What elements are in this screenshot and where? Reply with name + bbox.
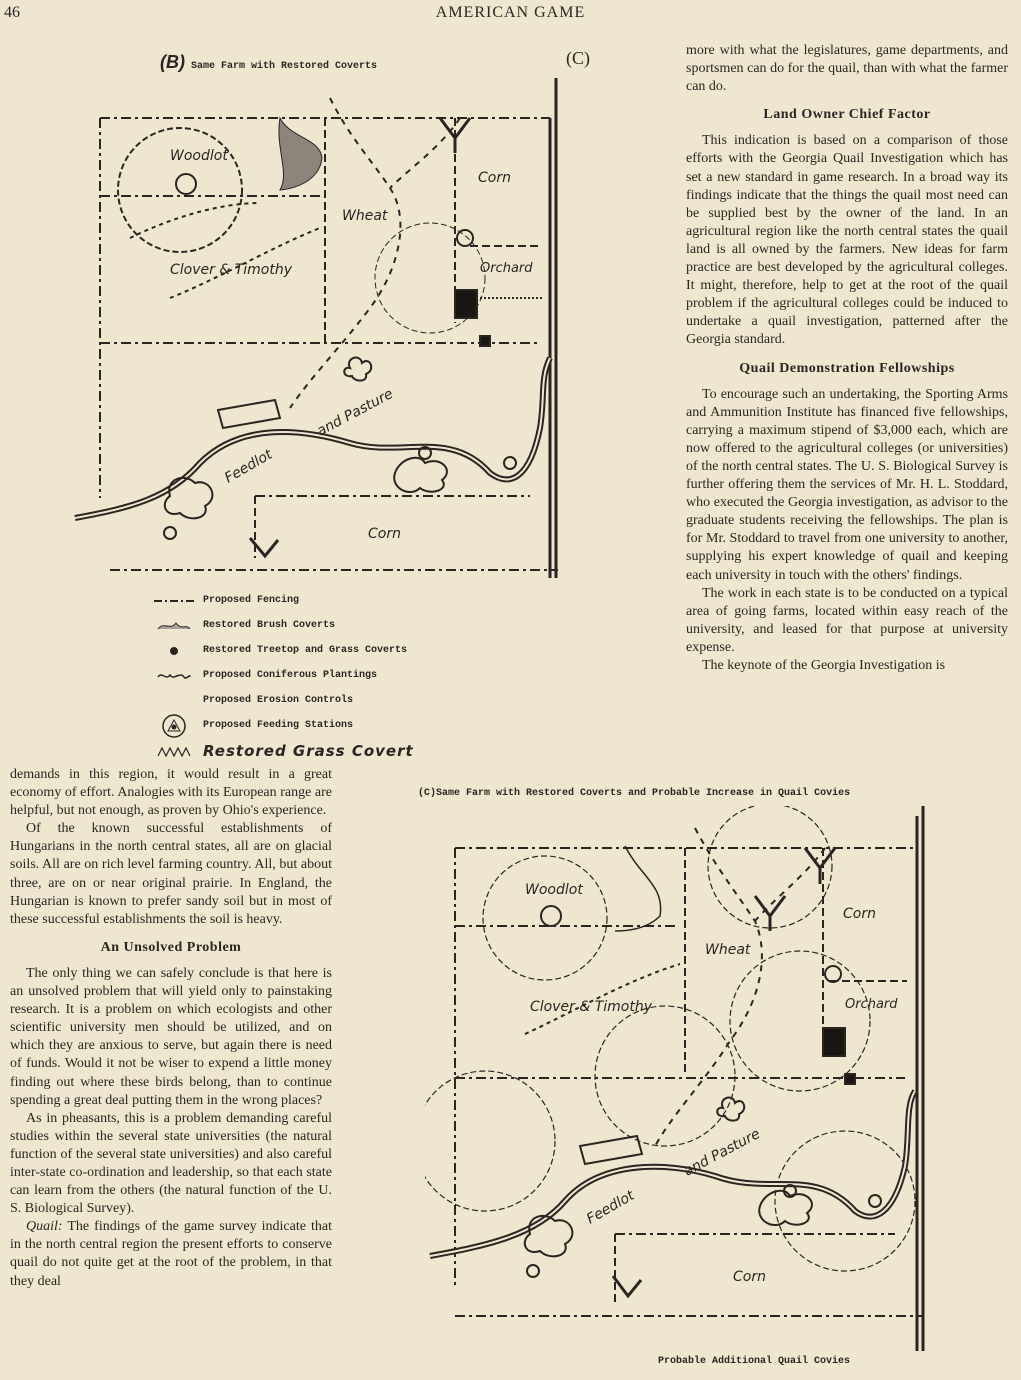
legend-label: Proposed Coniferous Plantings [203,670,378,681]
map-b-caption [160,52,377,73]
map-c-corn-bottom-label: Corn [733,1269,766,1285]
map-b-feedlot-label: Feedlot [222,446,276,487]
right-paragraph: This indication is based on a comparison of those efforts with the Georgia Quail Investigation which has set a new standard in game research. In a broad way its findings indicate that the things the quail most need can be supplied best by the owner of the land. In an agricultural region like the north central states the quail land is all owned by the farmers. New ideas for farm practice are best developed by the agricultural colleges. It might, therefore, help to get at the root of the quail problem if the agricultural colleges could be induced to undertake a quail investigation, patterned after the Georgia standard. [686,133,1008,348]
map-b-wheat-label: Wheat [342,208,388,224]
map-b-letter: (B) [160,52,185,72]
map-b-corner-mark: (C) [566,48,590,68]
map-b-corn-bottom-label: Corn [368,526,401,542]
farm-map-b [70,78,590,578]
map-legend [145,588,414,763]
left-paragraph: The only thing we can safely conclude is that here is an unsolved problem that will yield only to painstaking research. It is a problem on which ecologists and other scientific university men should be utilized, and on which they are anxious to serve, but again there is need of funds. Would it not be wiser to expend a little money finding out where these birds belong, than to continue spending a great deal putting them in the wrong places? [10,965,332,1108]
conifer-icon [156,669,192,683]
map-b-title: Same Farm with Restored Coverts [191,61,378,72]
legend-label: Restored Grass Covert [203,741,414,760]
legend-label: Proposed Erosion Controls [203,695,354,706]
running-title: AMERICAN GAME [435,4,586,21]
legend-row [145,613,414,638]
map-c-clover-label: Clover & Timothy [530,999,652,1015]
legend-row [145,638,414,663]
legend-row [145,663,414,688]
fence-line-icon [152,596,196,606]
section-heading: Land Owner Chief Factor [763,107,931,123]
left-text-column [10,766,332,1291]
map-c-orchard-label: Orchard [845,997,898,1012]
farm-map-c [425,806,945,1351]
right-paragraph: more with what the legislatures, game departments, and sportsmen can do for the quail, than with what the farmer can do. [686,43,1008,95]
erosion-icon [169,696,179,706]
map-b-pasture-label: and Pasture [314,386,396,440]
map-b-orchard-label: Orchard [480,261,533,276]
map-b-corn-label: Corn [478,170,511,186]
feeding-station-icon [161,713,187,739]
map-c-caption: (C)Same Farm with Restored Coverts and Probable Increase in Quail Covies [418,788,851,799]
right-text-column [686,42,1008,675]
legend-label: Proposed Fencing [203,595,300,606]
left-paragraph [10,1218,332,1290]
legend-row [145,688,414,713]
section-heading: An Unsolved Problem [100,939,242,955]
map-c-pasture-label: and Pasture [681,1126,763,1180]
legend-row [145,738,414,763]
right-paragraph: The keynote of the Georgia Investigation is [702,658,946,673]
legend-row [145,588,414,613]
map-b-clover-label: Clover & Timothy [170,262,292,278]
brush-icon [156,619,192,633]
section-heading: Quail Demonstration Fellowships [739,360,955,376]
grass-icon [156,744,192,758]
legend-row [145,713,414,738]
quail-text: The findings of the game survey indicate that in the north central region the present efforts to conserve quail do not quite get at the root of the problem, in that they deal [10,1219,332,1289]
legend-label: Restored Brush Coverts [203,620,336,631]
map-c-feedlot-label: Feedlot [584,1187,638,1228]
map-c-corn-label: Corn [843,906,876,922]
legend-label: Restored Treetop and Grass Coverts [203,645,408,656]
map-c-woodlot-label: Woodlot [525,882,583,898]
right-paragraph: To encourage such an undertaking, the Sporting Arms and Ammunition Institute has financed five fellowships, carrying a maximum stipend of $3,000 each, which are now offered to the agricultural colleges (or universities) of the north central states. The U. S. Biological Survey is further offering them the services of Mr. H. L. Stoddard, who executed the Georgia investigation, as advisor to the graduate students receiving the fellowships. The plan is for Mr. Stoddard to travel from one university to another, supplying his expert knowledge of quail and keeping each university in touch with the others' findings. [686,386,1008,583]
quail-lead: Quail: [26,1219,63,1235]
map-c-wheat-label: Wheat [705,942,751,958]
left-paragraph: demands in this region, it would result in a great economy of effort. Analogies with its European range are helpful, but not enough, as proven by Ohio's experience. [10,767,332,819]
map-c-bottom-caption: Probable Additional Quail Covies [658,1356,851,1367]
left-paragraph: Of the known successful establishments of Hungarians in the north central states, all are on glacial soils. All are on rich level farming country. All, but about three, are on or near original prairie. In England, the Hungarian is known to prefer sandy soil but in most of these successful establishments the soil is heavy. [10,821,332,927]
left-paragraph: As in pheasants, this is a problem demanding careful studies within the several state universities (the natural function of the several state universities) and also careful inter-state co-ordination and leadership, so that each state can learn from the others (the natural function of the U. S. Biological Survey). [10,1110,332,1217]
treetop-icon [168,645,180,657]
right-paragraph: The work in each state is to be conducted on a typical area of going farms, located within easy reach of the university, and leased for that purpose at university expense. [686,585,1008,655]
legend-label: Proposed Feeding Stations [203,720,354,731]
map-b-woodlot-label: Woodlot [170,148,228,164]
page-number: 46 [4,4,20,21]
